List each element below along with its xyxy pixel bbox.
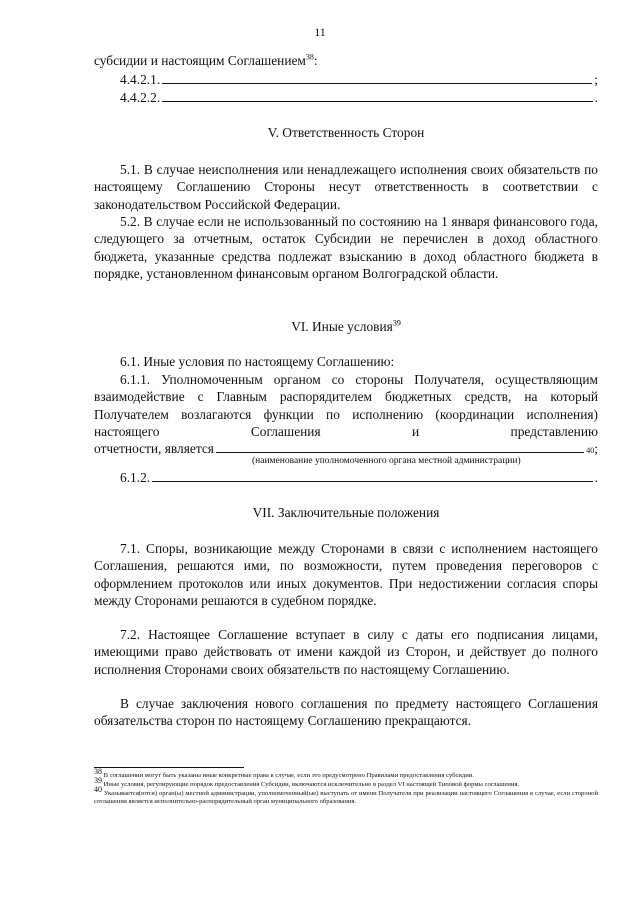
fill-in-blank xyxy=(152,469,593,482)
item-6-1-2: 6.1.2. . xyxy=(120,470,598,485)
section-6-heading: VI. Иные условия$^{39}$ xyxy=(291,318,401,334)
footnote-separator xyxy=(94,767,244,768)
section-7-heading: VII. Заключительные положения xyxy=(252,505,440,520)
footnote-ref-38: 38 xyxy=(305,52,314,62)
sub-item-label: 4.4.2.2. xyxy=(120,90,161,105)
paragraph-7-3: В случае заключения нового соглашения по предмету настоящего Соглашения обязательства сторон по настоящему Соглашению прекращаются. xyxy=(94,696,598,729)
footnote-38: $^{38}$ В соглашении могут быть указаны иные конкретные права в случае, если это предусмотрено Правилами предоставления субсидии. xyxy=(94,767,474,780)
paragraph-5-2: 5.2. В случае если не использованный по состоянию на 1 января финансового года, следующего за отчетным, остаток Субсидии не перечислен в доход областного бюджета, указанные средства подлежат взысканию в доход областного бюджета в порядке, установленном финансовым органом Волгоградской области. xyxy=(94,214,598,281)
section-5-heading: V. Ответственность Сторон xyxy=(267,125,425,140)
paragraph-5-1: 5.1. В случае неисполнения или ненадлежащего исполнения своих обязательств по настоящему Соглашению Стороны несут ответственность в соответствии с законодательством Российской Федерации. xyxy=(94,162,598,212)
paragraph-6-1-1: 6.1.1. Уполномоченным органом со стороны Получателя, осуществляющим взаимодействие с Главным распорядителем бюджетных средств, на который Получателем возлагаются функции по исполнению (координации исполнения) настоящего Соглашения и представлению отчетности, является 40 ; xyxy=(94,372,598,457)
paragraph-7-1: 7.1. Споры, возникающие между Сторонами в связи с исполнением настоящего Соглашения, решаются ими, по возможности, путем проведения переговоров с оформлением протоколов или иных документов. При недостижении согласия споры между Сторонами решаются в судебном порядке. xyxy=(94,541,598,608)
fill-in-blank xyxy=(162,89,592,102)
intro-colon: : xyxy=(313,53,318,68)
footnote-ref-39: 39 xyxy=(392,318,401,328)
sub-item-4-4-2-2 xyxy=(120,89,598,106)
paragraph-6-1: 6.1. Иные условия по настоящему Соглашению: xyxy=(120,354,395,369)
paragraph-7-2: 7.2. Настоящее Соглашение вступает в силу с даты его подписания лицами, имеющими право действовать от имени каждой из Сторон, и действует до полного исполнения Сторонами своих обязательств по настоящему Соглашению. xyxy=(94,627,598,677)
footnote-39: $^{39}$ Иные условия, регулирующие порядок предоставления Субсидии, включаются исключительно в раздел VI настоящей Типовой формы соглашения. xyxy=(94,775,520,788)
footnote-40: $^{40}$ Указывается(ются) орган(ы) местной администрации, уполномоченный(ые) выступать от имени Получателя при реализации настоящего Соглашения в случае, если стороной соглашения является исполнительно-распорядительный орган муниципального образования. xyxy=(94,784,598,806)
sub-item-end: ; xyxy=(594,72,598,87)
fill-in-blank xyxy=(162,71,592,84)
intro-text: субсидии и настоящим Соглашением xyxy=(94,53,306,68)
page-number: 11 xyxy=(314,25,326,39)
footnotes xyxy=(94,767,598,807)
reporting-line: отчетности, является 40 ; xyxy=(94,441,598,457)
sub-item-label: 4.4.2.1. xyxy=(120,72,161,87)
field-caption: (наименование уполномоченного органа местной администрации) xyxy=(252,456,521,466)
intro-line xyxy=(94,52,598,69)
sub-item-4-4-2-1 xyxy=(120,71,598,88)
fill-in-blank xyxy=(216,440,584,453)
sub-item-end: . xyxy=(594,90,598,105)
